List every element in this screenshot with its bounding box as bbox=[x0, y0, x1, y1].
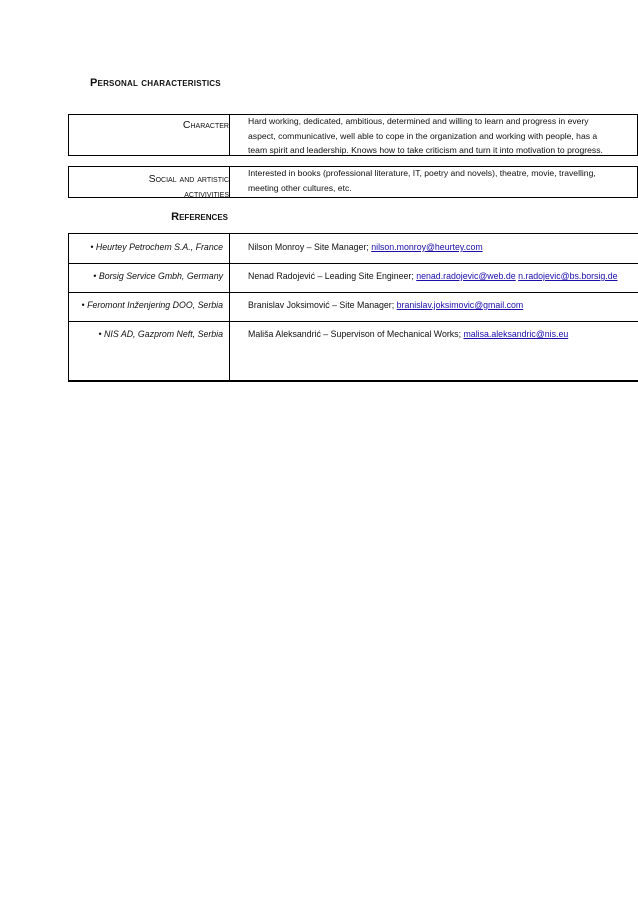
social-text bbox=[248, 166, 629, 195]
table-row bbox=[69, 292, 638, 322]
character-text bbox=[248, 114, 629, 158]
reference-contact bbox=[248, 300, 523, 310]
table-row bbox=[69, 234, 638, 264]
person-name: Mališa Aleksandrić – Supervison of Mechanical Works; bbox=[248, 329, 464, 339]
company-name: • Feromont Inženjering DOO, Serbia bbox=[81, 300, 223, 310]
person-name: Nenad Radojević – Leading Site Engineer; bbox=[248, 271, 417, 281]
company-name: • Heurtey Petrochem S.A., France bbox=[90, 242, 223, 252]
social-label bbox=[69, 171, 229, 203]
company-name: • Borsig Service Gmbh, Germany bbox=[93, 271, 223, 281]
references-title: References bbox=[171, 211, 228, 223]
email-link[interactable]: branislav.joksimovic@gmail.com bbox=[396, 300, 524, 310]
social-line: meeting other cultures, etc. bbox=[248, 182, 352, 193]
character-label: Character bbox=[182, 119, 229, 131]
character-box bbox=[68, 114, 638, 156]
email-link[interactable]: nenad.radojevic@web.de bbox=[416, 271, 516, 281]
person-name: Branislav Joksimović – Site Manager; bbox=[248, 300, 397, 310]
social-box bbox=[68, 166, 638, 198]
character-line: Hard working, dedicated, ambitious, determined and willing to learn and progress in every bbox=[248, 116, 589, 126]
email-link[interactable]: nilson.monroy@heurtey.com bbox=[371, 242, 483, 252]
social-line: Interested in books (professional literature, IT, poetry and novels), theatre, movie, travelling, bbox=[248, 168, 596, 178]
table-row bbox=[69, 263, 638, 293]
reference-contact bbox=[248, 271, 618, 281]
character-line: team spirit and leadership. Knows how to take criticism and turn it into motivation to progress. bbox=[248, 145, 603, 155]
character-line: aspect, communicative, well able to cope in the organization and working with people, has a bbox=[248, 130, 598, 141]
social-label-line: activivities bbox=[184, 189, 229, 200]
person-name: Nilson Monroy – Site Manager; bbox=[248, 242, 372, 252]
table-row bbox=[69, 321, 638, 350]
divider bbox=[229, 167, 230, 197]
reference-contact bbox=[248, 242, 483, 252]
divider bbox=[229, 115, 230, 155]
reference-contact bbox=[248, 329, 568, 339]
social-label-line: Social and artistic bbox=[148, 173, 229, 185]
references-table bbox=[68, 233, 638, 382]
email-link-secondary[interactable]: n.radojevic@bs.borsig.de bbox=[518, 271, 618, 281]
email-link[interactable]: malisa.aleksandric@nis.eu bbox=[463, 329, 569, 339]
company-name: • NIS AD, Gazprom Neft, Serbia bbox=[98, 329, 223, 339]
section-title: Personal characteristics bbox=[90, 77, 221, 89]
